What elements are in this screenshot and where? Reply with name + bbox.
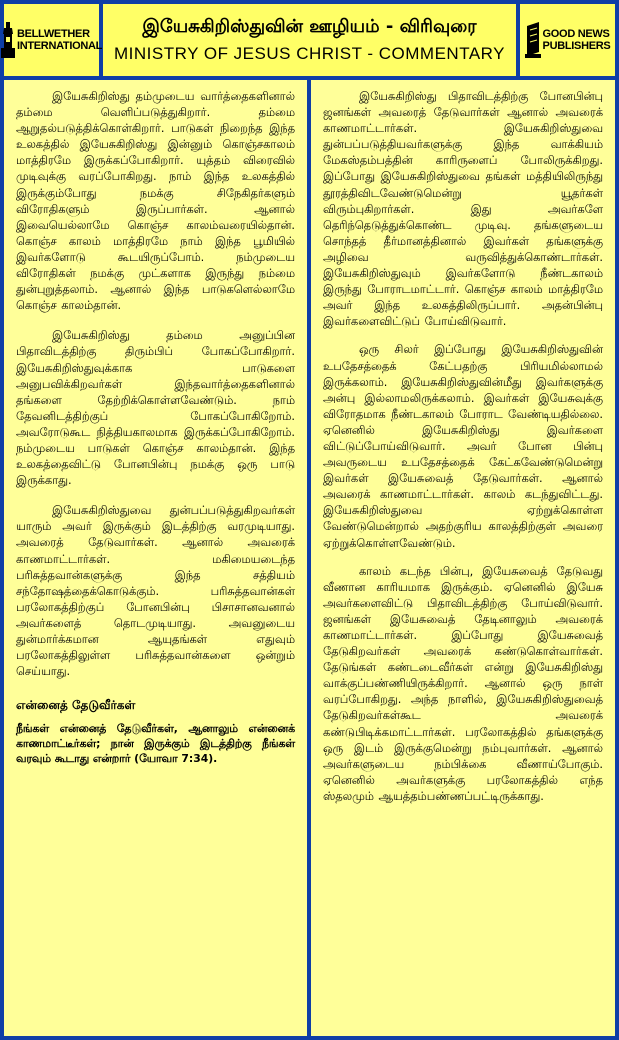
bell-tower-icon	[1, 22, 15, 58]
left-paragraph-3: இயேசுகிறிஸ்துவை துன்பப்படுத்துகிறவர்கள் யாரும் அவர் இருக்கும் இடத்திற்கு வரமுடியாது. அவரைத் தேடுவார்கள். ஆனால் அவரைக் காணமாட்டார்கள். மகிமையடைந்த பரிசுத்தவான்களுக்கு இந்த சத்தியம் சந்தோஷத்தைக்கொடுக்கும். பரிசுத்தவான்கள் பரலோகத்திற்குப் போனபின்பு பிசாசானவனால் அவர்களைத் தொடமுடியாது. அவனுடைய துன்மார்க்கமான ஆயுதங்கள் எதுவும் பரலோகத்திலுள்ள பரிசுத்தவான்களை ஒன்றும் செய்யாது.	[16, 503, 295, 679]
right-column	[311, 80, 615, 1036]
right-paragraph-3: காலம் கடந்த பின்பு, இயேசுவைத் தேடுவது வீணான காரியமாக இருக்கும். ஏனெனில் இயேசு அவர்களைவிட்டு பிதாவிடத்திற்கு போய்விடுவார். ஜனங்கள் இயேசுவைத் தேடினாலும் அவரைக் காணமாட்டார்கள். இப்போது இயேசுவைத் தேடுகிறவர்கள் அவரைக் கண்டுகொள்வார்கள். தேடுங்கள் கண்டடைவீர்கள் என்று இயேசுகிறிஸ்து வாக்குப்பண்ணியிருக்கிறார். ஆனால் ஒரு நாள் வரப்போகிறது. அந்த நாளில், இயேசுகிறிஸ்துவைத் தேடுகிறவர்கள்கூட அவரைக் கண்டுபிடிக்கமாட்டார்கள். பரலோகத்தில் தங்களுக்கு ஒரு இடம் இருக்குமென்று நம்புவார்கள். ஆனால் அவர்களுடைய நம்பிக்கை வீணாய்போகும். ஏனெனில் அவர்களுக்கு பரலோகத்தில் எந்த ஸ்தலமும் ஆயத்தம்பண்ணப்பட்டிருக்காது.	[323, 563, 603, 803]
good-news-line1: GOOD NEWS	[542, 28, 610, 40]
section-heading: என்னைத் தேடுவீர்கள்	[16, 698, 136, 713]
book-icon	[525, 22, 541, 58]
left-column	[4, 80, 307, 1036]
content-columns	[4, 80, 615, 1036]
bellwether-line1: BELLWETHER	[16, 28, 90, 40]
page-title-tamil: இயேசுகிறிஸ்துவின் ஊழியம் - விரிவுரை	[142, 16, 477, 37]
left-paragraph-1: இயேசுகிறிஸ்து தம்முடைய வார்த்தைகளினால் தம்மை வெளிப்படுத்துகிறார். தம்மை ஆறுதல்படுத்திக்கொள்கிறார். பாடுகள் நிறைந்த இந்த உலகத்தில் இயேசுகிறிஸ்து இன்னும் கொஞ்சகாலம் மாத்திரமே இருக்கப்போகிறார். யுத்தம் விரைவில் முடிவுக்கு வரப்போகிறது. நாம் இந்த உலகத்தில் இருக்கும்போது நமக்கு சிநேகிதர்களும் விரோதிகளும் இருப்பார்கள். ஆனால் இவையெல்லாமே கொஞ்ச காலம்வரையில்தான். கொஞ்ச காலம் மாத்திரமே நாம் இந்த பூமியில் இவர்களோடு கூடயிருப்போம். நம்முடைய விரோதிகள் நமக்கு முட்களாக இருந்து நம்மை துன்புறுத்தலாம். ஆனால் இந்த பாடுகளெல்லாமே கொஞ்ச காலம்தான்.	[16, 89, 295, 313]
scripture-quote: நீங்கள் என்னைத் தேடுவீர்கள், ஆனாலும் என்னைக் காணமாட்டீர்கள்; நான் இருக்கும் இடத்திற்கு நீங்கள் வரவும் கூடாது என்றார் (யோவா 7:34).	[16, 722, 295, 766]
right-paragraph-2: ஒரு சிலர் இப்போது இயேசுகிறிஸ்துவின் உபதேசத்தைக் கேட்பதற்கு பிரியமில்லாமல் இருக்கலாம். இயேசுகிறிஸ்துவின்மீது இவர்களுக்கு அன்பு இல்லாமலிருக்கலாம். இவர்கள் இயேசுவுக்கு விரோதமாக நீண்டகாலம் போராட வேண்டியதில்லை. ஏனெனில் இயேசுகிறிஸ்து இவர்களை விட்டுப்போய்விடுவார். அவர் போன பின்பு அவருடைய உபதேசத்தைக் கேட்கவேண்டுமென்று இவர்கள் இயேசுவைத் தேடுவார்கள். ஆனால் அவரைக் காணமாட்டார்கள். காலம் கடந்துவிட்டது. இயேசுகிறிஸ்துவை ஏற்றுக்கொள்ள வேண்டுமென்றால் அதற்குரிய காலத்திற்குள் அவரை ஏற்றுக்கொள்ளவேண்டும்.	[323, 342, 603, 550]
page-title-english: MINISTRY OF JESUS CHRIST - COMMENTARY	[114, 44, 505, 63]
left-paragraph-2: இயேசுகிறிஸ்து தம்மை அனுப்பின பிதாவிடத்திற்கு திரும்பிப் போகப்போகிறார். இயேசுகிறிஸ்துவுக்காக பாடுகளை அனுபவிக்கிறவர்கள் இந்தவார்த்தைகளினால் தங்களை தேற்றிக்கொள்ளவேண்டும். நாம் தேவனிடத்திற்குப் போகப்போகிறோம். அவரோடுகூட நித்தியகாலமாக இருக்கப்போகிறோம். நம்முடைய பாடுகள் கொஞ்ச காலம்தான். இந்த உலகத்தைவிட்டு போனபின்பு நமக்கு ஒரு பாடு இருக்காது.	[16, 328, 295, 488]
right-paragraph-1: இயேசுகிறிஸ்து பிதாவிடத்திற்கு போனபின்பு ஜனங்கள் அவரைத் தேடுவார்கள் ஆனால் அவரைக் காணமாட்டார்கள். இயேசுகிறிஸ்துவை துன்பப்படுத்தியவர்களுக்கு இந்த வாக்கியம் மேகஸ்தம்பத்தின் காரிருளைப் போலிருக்கிறது. இப்போது இயேசுகிறிஸ்துவை தங்கள் மத்தியிலிருந்து தூரத்திவிடவேண்டுமென்று யூதர்கள் விரும்புகிறார்கள். இது அவர்களே தெரிந்தெடுத்துக்கொண்ட முடிவு. தங்களுடைய சொந்தத் தீர்மானத்தினால் இவர்கள் தங்களுக்கு அழிவை வருவித்துக்கொண்டார்கள். இயேசுகிறிஸ்துவும் இவர்களோடு நீண்டகாலம் இருந்து போராடமாட்டார். கொஞ்ச காலம் மாத்திரமே அவர் இந்த உலகத்திலிருப்பார். அதன்பின்பு இவர்களைவிட்டுப் போய்விடுவார்.	[323, 89, 603, 329]
good-news-logo	[520, 4, 615, 76]
good-news-line2: PUBLISHERS	[542, 40, 611, 52]
header-bar	[4, 4, 615, 76]
bellwether-line2: INTERNATIONAL	[16, 40, 103, 52]
bellwether-logo	[4, 4, 103, 76]
title-box	[103, 4, 516, 76]
